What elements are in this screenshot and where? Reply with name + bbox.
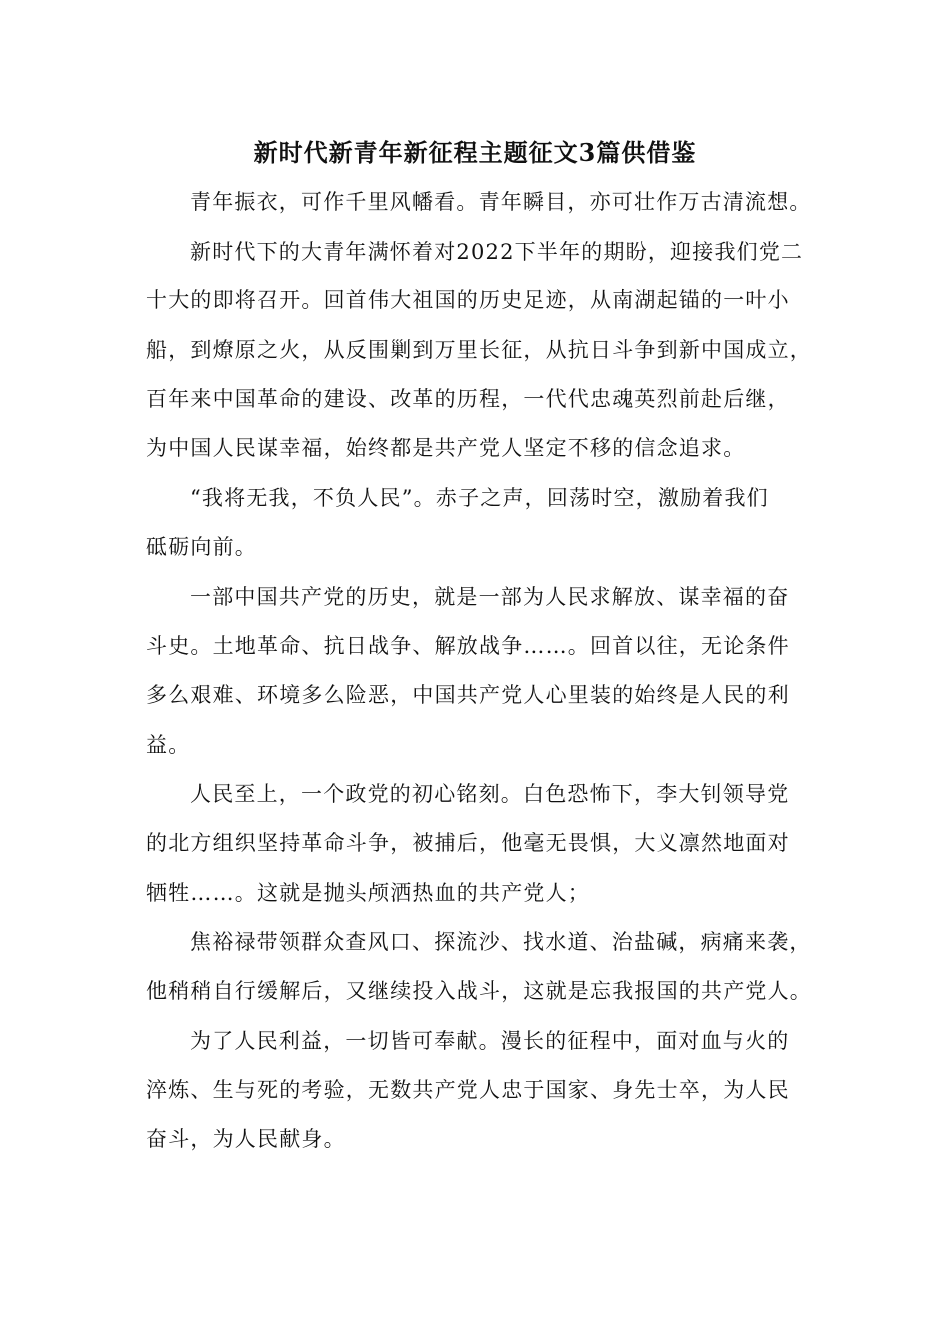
paragraph-line: 为了人民利益，一切皆可奉献。漫长的征程中，面对血与火的	[190, 1029, 790, 1053]
paragraph-line: “我将无我，不负人民”。赤子之声，回荡时空，激励着我们	[190, 486, 769, 510]
paragraph-line: 十大的即将召开。回首伟大祖国的历史足迹，从南湖起锚的一叶小	[146, 288, 790, 312]
paragraph-line: 船，到燎原之火，从反围剿到万里长征，从抗日斗争到新中国成立，	[146, 338, 812, 362]
paragraph-line: 青年振衣，可作千里风幡看。青年瞬目，亦可壮作万古清流想。	[190, 190, 812, 214]
paragraph-line: 他稍稍自行缓解后，又继续投入战斗，这就是忘我报国的共产党人。	[146, 979, 812, 1003]
paragraph-line: 益。	[146, 733, 191, 757]
paragraph-line: 新时代下的大青年满怀着对2022下半年的期盼，迎接我们党二	[190, 240, 804, 264]
paragraph-line: 的北方组织坚持革命斗争，被捕后，他毫无畏惧，大义凛然地面对	[146, 831, 790, 855]
paragraph-line: 斗史。土地革命、抗日战争、解放战争……。回首以往，无论条件	[146, 634, 790, 658]
paragraph-line: 淬炼、生与死的考验，无数共产党人忠于国家、身先士卒，为人民	[146, 1078, 790, 1102]
paragraph-line: 为中国人民谋幸福，始终都是共产党人坚定不移的信念追求。	[146, 436, 746, 460]
paragraph-line: 百年来中国革命的建设、改革的历程，一代代忠魂英烈前赴后继，	[146, 387, 790, 411]
paragraph-line: 砥砺向前。	[146, 535, 257, 559]
paragraph-line: 牺牲……。这就是抛头颅洒热血的共产党人；	[146, 881, 590, 905]
paragraph-line: 奋斗，为人民献身。	[146, 1127, 346, 1151]
paragraph-line: 人民至上，一个政党的初心铭刻。白色恐怖下，李大钊领导党	[190, 782, 790, 806]
document-title: 新时代新青年新征程主题征文3篇供借鉴	[253, 138, 697, 167]
paragraph-line: 多么艰难、环境多么险恶，中国共产党人心里装的始终是人民的利	[146, 683, 790, 707]
paragraph-line: 一部中国共产党的历史，就是一部为人民求解放、谋幸福的奋	[190, 585, 790, 609]
paragraph-line: 焦裕禄带领群众查风口、探流沙、找水道、治盐碱，病痛来袭，	[190, 930, 812, 954]
